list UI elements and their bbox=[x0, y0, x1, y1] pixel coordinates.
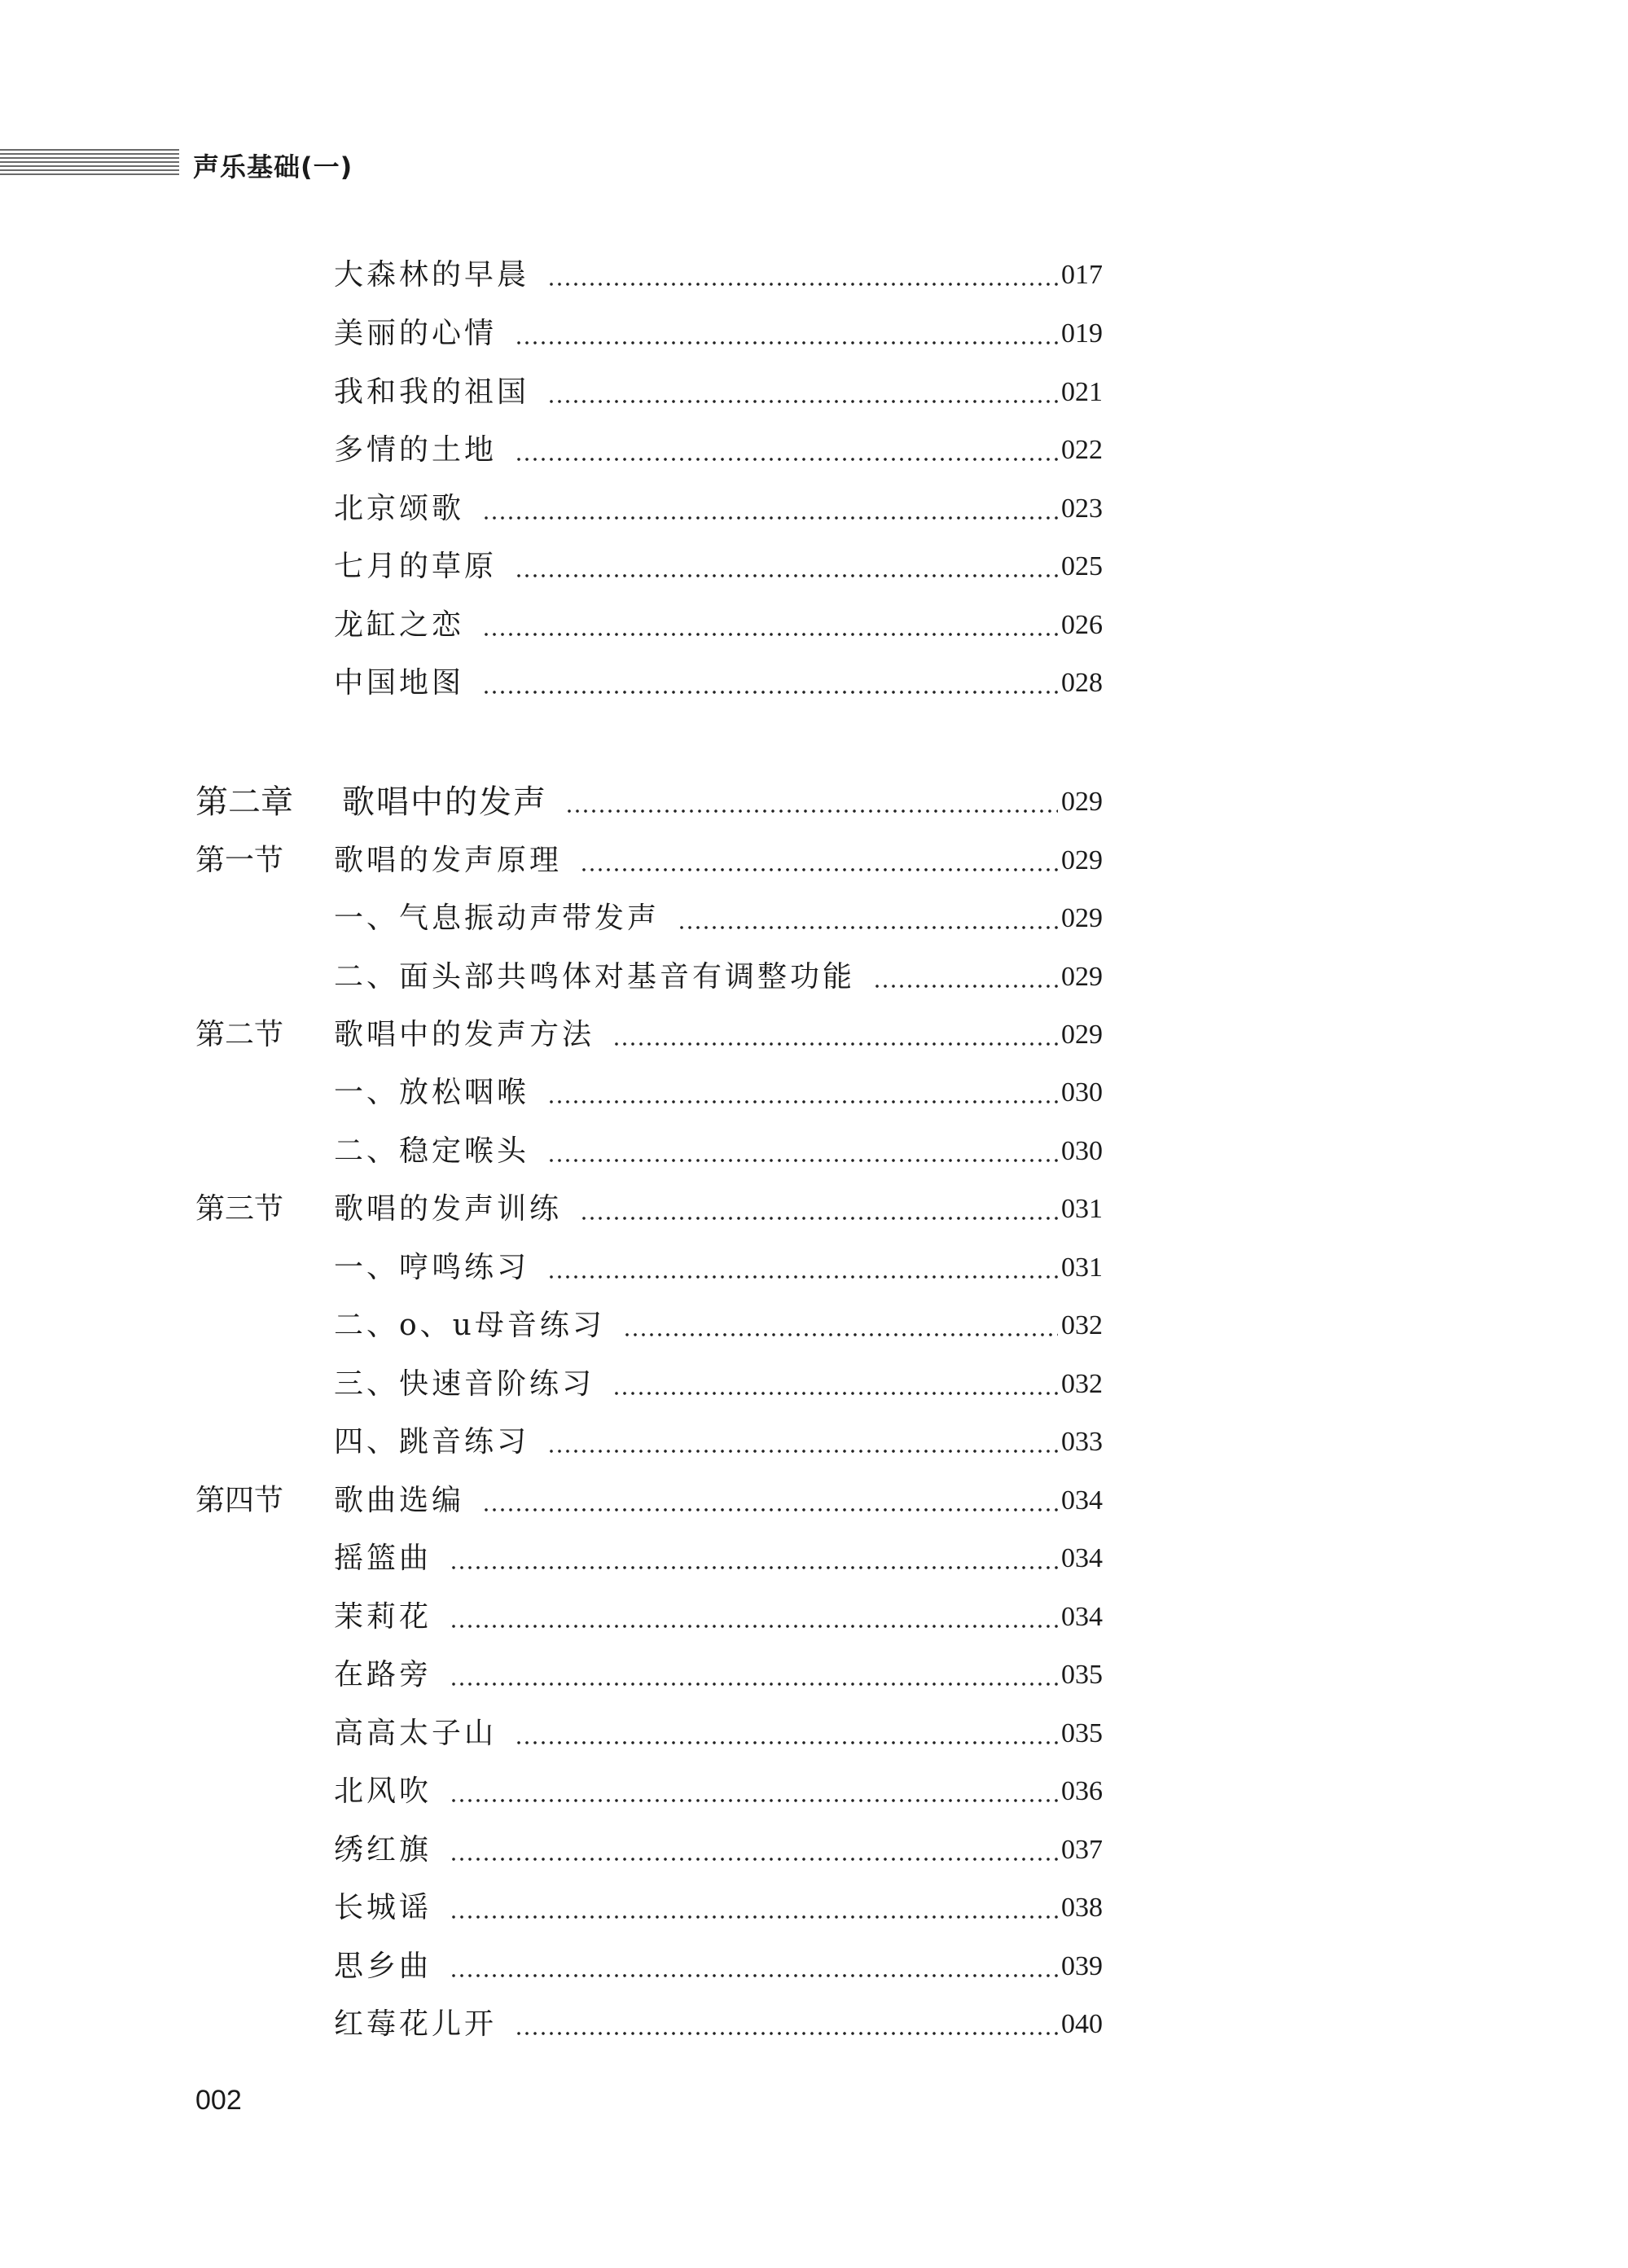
entry-page-number: 026 bbox=[1061, 610, 1103, 640]
entry-title: 三、快速音阶练习 bbox=[334, 1367, 595, 1401]
dot-leader bbox=[612, 1391, 1058, 1396]
dot-leader bbox=[515, 1740, 1058, 1745]
toc-entry[interactable] bbox=[0, 1244, 1628, 1292]
toc-entry[interactable] bbox=[0, 1942, 1628, 1991]
entry-title: 大森林的早晨 bbox=[334, 258, 530, 292]
entry-page-number: 029 bbox=[1061, 962, 1103, 992]
entry-page-number: 029 bbox=[1061, 845, 1103, 875]
toc-entry[interactable] bbox=[0, 1301, 1628, 1350]
page-number: 002 bbox=[195, 2085, 242, 2116]
dot-leader bbox=[450, 1682, 1058, 1687]
toc-entry[interactable] bbox=[0, 953, 1628, 1002]
entry-title: 美丽的心情 bbox=[334, 317, 498, 350]
entry-page-number: 040 bbox=[1061, 2009, 1103, 2039]
toc-entry[interactable] bbox=[0, 1360, 1628, 1409]
entry-title: 七月的草原 bbox=[334, 550, 498, 583]
entry-title: 歌唱中的发声 bbox=[342, 783, 547, 821]
dot-leader bbox=[450, 1798, 1058, 1803]
dot-leader bbox=[450, 1973, 1058, 1978]
toc-entry[interactable] bbox=[0, 542, 1628, 591]
dot-leader bbox=[547, 1099, 1058, 1104]
entry-title: 北风吹 bbox=[334, 1774, 432, 1808]
entry-page-number: 029 bbox=[1061, 787, 1103, 817]
entry-title: 北京颂歌 bbox=[334, 492, 465, 525]
entry-title: 一、哼鸣练习 bbox=[334, 1251, 530, 1284]
entry-page-number: 032 bbox=[1061, 1310, 1103, 1340]
entry-page-number: 025 bbox=[1061, 551, 1103, 581]
entry-page-number: 031 bbox=[1061, 1252, 1103, 1283]
toc-entry[interactable] bbox=[0, 1593, 1628, 1642]
entry-title: 四、跳音练习 bbox=[334, 1425, 530, 1459]
toc-entry[interactable] bbox=[0, 1068, 1628, 1117]
entry-page-number: 029 bbox=[1061, 1020, 1103, 1050]
dot-leader bbox=[547, 1449, 1058, 1454]
entry-title: 摇篮曲 bbox=[334, 1542, 432, 1575]
entry-title: 歌唱中的发声方法 bbox=[334, 1018, 595, 1051]
dot-leader bbox=[873, 984, 1058, 989]
toc-entry[interactable] bbox=[0, 1127, 1628, 1176]
toc-entry[interactable] bbox=[0, 251, 1628, 300]
chapter-label: 第二章 bbox=[195, 783, 293, 821]
toc-entry[interactable] bbox=[0, 894, 1628, 943]
dot-leader bbox=[482, 515, 1058, 520]
dot-leader bbox=[547, 399, 1058, 404]
entry-page-number: 033 bbox=[1061, 1427, 1103, 1457]
entry-title: 一、放松咽喉 bbox=[334, 1076, 530, 1109]
entry-page-number: 039 bbox=[1061, 1951, 1103, 1981]
dot-leader bbox=[515, 457, 1058, 462]
dot-leader bbox=[482, 690, 1058, 695]
entry-title: 二、面头部共鸣体对基音有调整功能 bbox=[334, 960, 856, 994]
entry-title: 中国地图 bbox=[334, 666, 465, 700]
entry-page-number: 021 bbox=[1061, 377, 1103, 407]
entry-page-number: 034 bbox=[1061, 1602, 1103, 1632]
entry-title: 歌曲选编 bbox=[334, 1484, 465, 1517]
dot-leader bbox=[565, 809, 1058, 814]
toc-entry[interactable] bbox=[0, 1767, 1628, 1816]
entry-title: 一、气息振动声带发声 bbox=[334, 901, 660, 935]
toc-entry[interactable] bbox=[0, 309, 1628, 358]
section-label: 第四节 bbox=[195, 1484, 284, 1517]
entry-title: 多情的土地 bbox=[334, 433, 498, 467]
entry-title: 长城谣 bbox=[334, 1891, 432, 1924]
dot-leader bbox=[450, 1857, 1058, 1862]
entry-title: 红莓花儿开 bbox=[334, 2007, 498, 2041]
toc-section[interactable] bbox=[0, 1476, 1628, 1525]
entry-page-number: 032 bbox=[1061, 1369, 1103, 1399]
dot-leader bbox=[450, 1565, 1058, 1570]
dot-leader bbox=[580, 867, 1058, 872]
entry-page-number: 035 bbox=[1061, 1660, 1103, 1690]
toc-entry[interactable] bbox=[0, 2000, 1628, 2049]
toc-section[interactable] bbox=[0, 1185, 1628, 1234]
dot-leader bbox=[678, 925, 1058, 930]
entry-page-number: 031 bbox=[1061, 1194, 1103, 1224]
toc-section[interactable] bbox=[0, 1011, 1628, 1059]
entry-page-number: 036 bbox=[1061, 1776, 1103, 1806]
entry-page-number: 034 bbox=[1061, 1485, 1103, 1516]
entry-title: 在路旁 bbox=[334, 1658, 432, 1691]
entry-page-number: 038 bbox=[1061, 1893, 1103, 1923]
entry-title: 高高太子山 bbox=[334, 1717, 498, 1750]
entry-page-number: 035 bbox=[1061, 1718, 1103, 1748]
dot-leader bbox=[515, 340, 1058, 345]
dot-leader bbox=[482, 1507, 1058, 1512]
entry-title: 思乡曲 bbox=[334, 1950, 432, 1983]
entry-page-number: 037 bbox=[1061, 1835, 1103, 1865]
toc-entry[interactable] bbox=[0, 1884, 1628, 1932]
entry-page-number: 019 bbox=[1061, 318, 1103, 349]
toc-chapter[interactable] bbox=[0, 778, 1628, 827]
entry-page-number: 030 bbox=[1061, 1136, 1103, 1166]
section-label: 第二节 bbox=[195, 1018, 284, 1051]
section-label: 第三节 bbox=[195, 1192, 284, 1226]
dot-leader bbox=[547, 1274, 1058, 1279]
entry-page-number: 034 bbox=[1061, 1543, 1103, 1573]
dot-leader bbox=[482, 632, 1058, 637]
entry-title: 绣红旗 bbox=[334, 1833, 432, 1867]
entry-title: 茉莉花 bbox=[334, 1600, 432, 1634]
entry-title: 我和我的祖国 bbox=[334, 375, 530, 409]
dot-leader bbox=[612, 1042, 1058, 1046]
entry-page-number: 017 bbox=[1061, 260, 1103, 290]
toc-entry[interactable] bbox=[0, 368, 1628, 417]
toc-entry[interactable] bbox=[0, 659, 1628, 708]
dot-leader bbox=[450, 1624, 1058, 1629]
dot-leader bbox=[547, 282, 1058, 287]
dot-leader bbox=[580, 1216, 1058, 1221]
toc-entry[interactable] bbox=[0, 601, 1628, 650]
section-label: 第一节 bbox=[195, 844, 284, 877]
entry-page-number: 028 bbox=[1061, 668, 1103, 698]
toc-entry[interactable] bbox=[0, 1826, 1628, 1875]
toc-entry[interactable] bbox=[0, 426, 1628, 475]
toc-entry[interactable] bbox=[0, 1418, 1628, 1467]
entry-page-number: 030 bbox=[1061, 1077, 1103, 1108]
toc-entry[interactable] bbox=[0, 1709, 1628, 1758]
entry-title: 二、o、u母音练习 bbox=[334, 1309, 605, 1342]
toc-entry[interactable] bbox=[0, 1534, 1628, 1583]
dot-leader bbox=[515, 573, 1058, 578]
entry-title: 二、稳定喉头 bbox=[334, 1134, 530, 1168]
entry-title: 龙缸之恋 bbox=[334, 608, 465, 642]
entry-title: 歌唱的发声训练 bbox=[334, 1192, 563, 1226]
dot-leader bbox=[623, 1332, 1058, 1337]
entry-page-number: 023 bbox=[1061, 494, 1103, 524]
header-decoration-lines bbox=[0, 149, 179, 175]
dot-leader bbox=[450, 1915, 1058, 1919]
entry-title: 歌唱的发声原理 bbox=[334, 844, 563, 877]
entry-page-number: 029 bbox=[1061, 903, 1103, 933]
dot-leader bbox=[547, 1158, 1058, 1163]
running-header-title: 声乐基础(一) bbox=[193, 151, 353, 182]
toc-entry[interactable] bbox=[0, 1651, 1628, 1700]
dot-leader bbox=[515, 2031, 1058, 2036]
toc-entry[interactable] bbox=[0, 485, 1628, 533]
entry-page-number: 022 bbox=[1061, 435, 1103, 465]
toc-section[interactable] bbox=[0, 836, 1628, 885]
